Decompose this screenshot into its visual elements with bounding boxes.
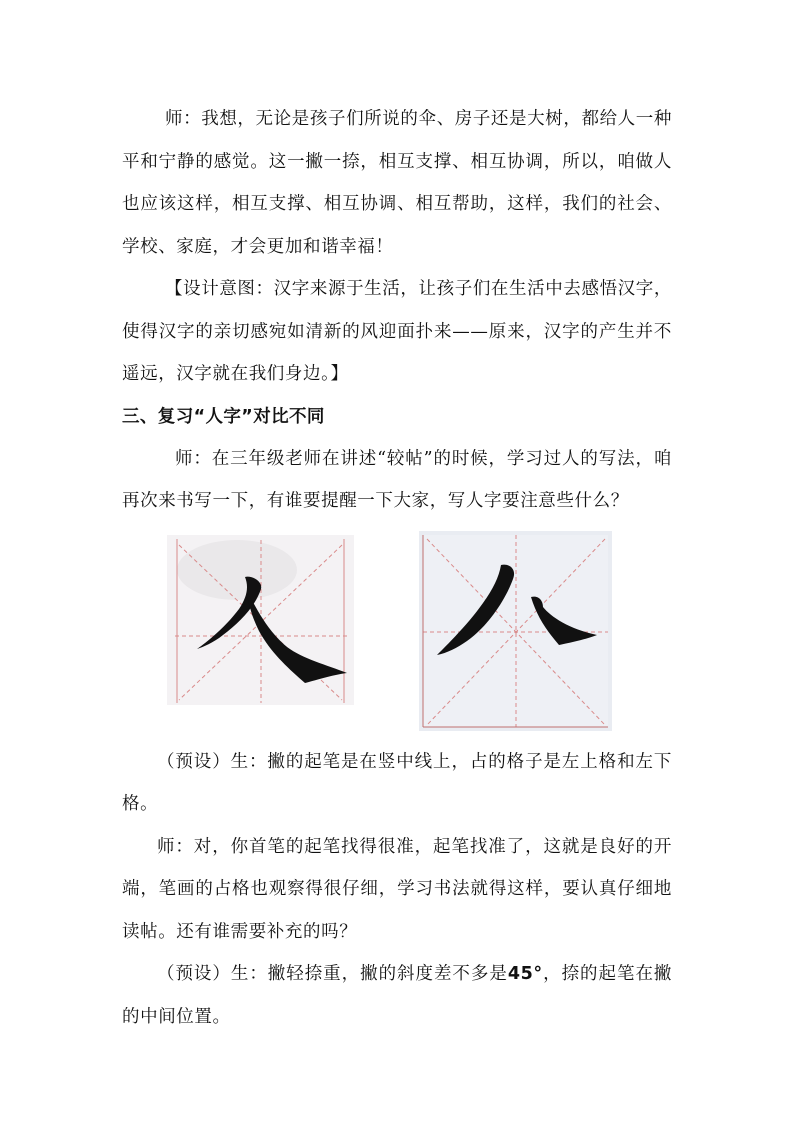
student-answer-2	[122, 953, 672, 1038]
design-intent-paragraph: 【设计意图：汉字来源于生活，让孩子们在生活中去感悟汉字，使得汉字的亲切感宛如清新的风迎面扑来——原来，汉字的产生并不遥远，汉字就在我们身边。】	[122, 279, 672, 384]
section-heading: 三、复习“人字”对比不同	[122, 406, 325, 427]
teacher-paragraph-2: 师：在三年级老师在讲述“较帖”的时候，学习过人的写法，咱再次来书写一下，有谁要提醒一下大家，写人字要注意些什么？	[122, 448, 672, 511]
answer-text-start: （预设）生：撇轻捺重，撇的斜度差不多是	[157, 964, 508, 984]
teacher-paragraph-1: 师：我想，无论是孩子们所说的伞、房子还是大树，都给人一种平和宁静的感觉。这一撇一捺，相互支撑、相互协调，所以，咱做人也应该这样，相互支撑、相互协调、相互帮助，这样，我们的社会、学校、家庭，才会更加和谐幸福！	[122, 109, 672, 257]
angle-value: 45°	[507, 964, 543, 984]
teacher-paragraph-3: 师：对，你首笔的起笔找得很准，起笔找准了，这就是良好的开端，笔画的占格也观察得很仔细，学习书法就得这样，要认真仔细地读帖。还有谁需要补充的吗？	[122, 836, 672, 942]
document-page	[122, 98, 672, 1038]
calligraphy-ba-character-image	[419, 531, 612, 731]
student-answer-1: （预设）生：撇的起笔是在竖中线上，占的格子是左上格和左下格。	[122, 751, 672, 814]
calligraphy-ren-character-image	[167, 535, 354, 705]
calligraphy-figures	[122, 531, 672, 731]
answer-text-end: ，捺的起笔在撇的中间位置。	[122, 964, 673, 1027]
